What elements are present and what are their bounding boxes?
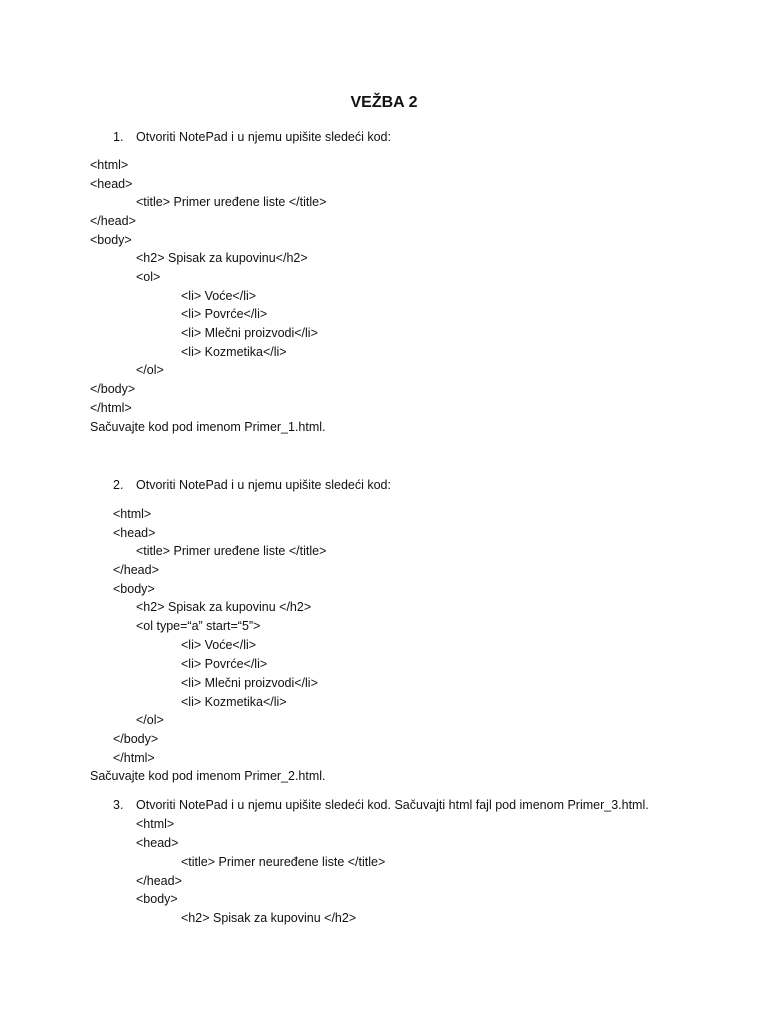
task-3-code-line: <h2> Spisak za kupovinu </h2> [181, 911, 357, 925]
task-1-code-line: </body> [90, 382, 136, 396]
task-1-code-line: <li> Mlečni proizvodi</li> [181, 326, 318, 340]
task-1-code-line: </head> [90, 214, 136, 228]
task-1-code-line: <li> Voće</li> [181, 289, 257, 303]
task-1-number: 1. [113, 130, 124, 144]
task-1-code-line: <ol> [136, 270, 161, 284]
task-3-code-line: <head> [136, 836, 179, 850]
task-1-code-line: <li> Povrće</li> [181, 307, 268, 321]
task-2-code-line: <li> Voće</li> [181, 638, 257, 652]
task-1-code-line: <li> Kozmetika</li> [181, 345, 287, 359]
task-1-save-note: Sačuvajte kod pod imenom Primer_1.html. [90, 420, 326, 434]
task-2-code-line: <head> [113, 526, 156, 540]
task-2-code-line: </ol> [136, 713, 164, 727]
task-3-instruction: Otvoriti NotePad i u njemu upišite sledeći kod. Sačuvajti html fajl pod imenom Primer_3.html. [136, 798, 649, 812]
task-1-instruction: Otvoriti NotePad i u njemu upišite sledeći kod: [136, 130, 391, 144]
task-2-code-line: <li> Povrće</li> [181, 657, 268, 671]
task-2-instruction: Otvoriti NotePad i u njemu upišite sledeći kod: [136, 478, 391, 492]
task-2-code-line: <h2> Spisak za kupovinu </h2> [136, 600, 312, 614]
task-2-code-line: </head> [113, 563, 159, 577]
task-1-code-line: </ol> [136, 363, 164, 377]
task-2-code-line: <html> [113, 507, 152, 521]
task-2-code-line: </body> [113, 732, 159, 746]
task-1-code-line: </html> [90, 401, 132, 415]
task-1-code-line: <title> Primer uređene liste </title> [136, 195, 327, 209]
task-1-code-line: <body> [90, 233, 132, 247]
page-title: VEŽBA 2 [350, 94, 418, 111]
task-3-code-line: <title> Primer neuređene liste </title> [181, 855, 386, 869]
task-2-save-note: Sačuvajte kod pod imenom Primer_2.html. [90, 769, 326, 783]
task-1-code-line: <h2> Spisak za kupovinu</h2> [136, 251, 308, 265]
task-3-code-line: <html> [136, 817, 175, 831]
task-3-code-line: </head> [136, 874, 182, 888]
task-3-code-line: <body> [136, 892, 178, 906]
task-1-code-line: <html> [90, 158, 129, 172]
task-2-code-line: </html> [113, 751, 155, 765]
task-2-code-line: <ol type=“a” start=“5”> [136, 619, 261, 633]
task-2-code-line: <body> [113, 582, 155, 596]
task-2-code-line: <title> Primer uređene liste </title> [136, 544, 327, 558]
task-2-code-line: <li> Mlečni proizvodi</li> [181, 676, 318, 690]
task-1-code-line: <head> [90, 177, 133, 191]
task-2-number: 2. [113, 478, 124, 492]
task-2-code-line: <li> Kozmetika</li> [181, 695, 287, 709]
task-3-number: 3. [113, 798, 124, 812]
